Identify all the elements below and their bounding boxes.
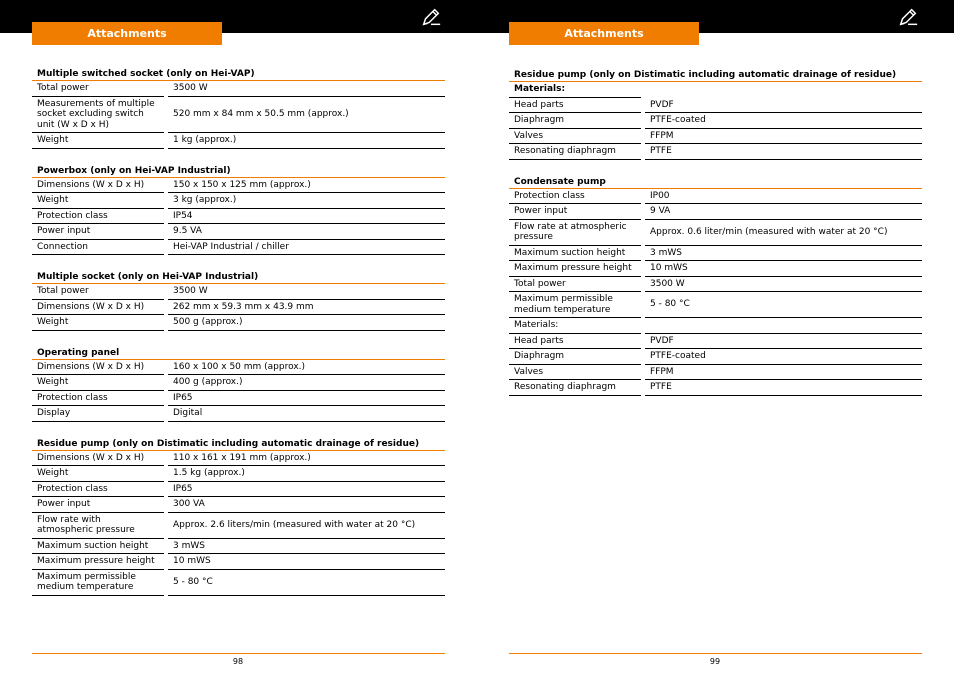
- page-number-left: 98: [232, 657, 244, 666]
- spec-value: IP00: [645, 189, 922, 205]
- table-row: [509, 318, 922, 334]
- spec-label: Measurements of multiple socket excluding switch unit (W x D x H): [32, 97, 164, 134]
- spec-value: 1 kg (approx.): [168, 133, 445, 149]
- table-row: [32, 497, 445, 513]
- table-row: [509, 277, 922, 293]
- spec-label: Maximum pressure height: [509, 261, 641, 277]
- spec-label: Maximum suction height: [509, 246, 641, 262]
- spec-value: 150 x 150 x 125 mm (approx.): [168, 178, 445, 194]
- spec-label: Flow rate at atmospheric pressure: [509, 220, 641, 246]
- spec-label: Weight: [32, 466, 164, 482]
- table-row: [509, 144, 922, 160]
- spec-label: Total power: [32, 81, 164, 97]
- spec-label: Total power: [32, 284, 164, 300]
- left-page-content: [32, 69, 445, 613]
- table-row: [509, 113, 922, 129]
- table-row: [509, 365, 922, 381]
- spec-label: Protection class: [32, 209, 164, 225]
- spec-value: 500 g (approx.): [168, 315, 445, 331]
- spec-label: Weight: [32, 193, 164, 209]
- spec-value: 3500 W: [168, 81, 445, 97]
- spec-label: Resonating diaphragm: [509, 144, 641, 160]
- spec-value: 110 x 161 x 191 mm (approx.): [168, 451, 445, 467]
- spec-value: [645, 318, 922, 334]
- footer-line-left: [32, 653, 445, 654]
- spec-label: Dimensions (W x D x H): [32, 178, 164, 194]
- table-row: [32, 451, 445, 467]
- table-row: [32, 391, 445, 407]
- spec-label: Diaphragm: [509, 349, 641, 365]
- spec-label: Head parts: [509, 334, 641, 350]
- spec-label: Diaphragm: [509, 113, 641, 129]
- table-row: [32, 284, 445, 300]
- spec-label: Flow rate with atmospheric pressure: [32, 513, 164, 539]
- table-row: [32, 300, 445, 316]
- spec-value: Digital: [168, 406, 445, 422]
- spec-label: Power input: [32, 497, 164, 513]
- spec-value: 300 VA: [168, 497, 445, 513]
- spec-label: Protection class: [32, 391, 164, 407]
- spec-value: PTFE-coated: [645, 349, 922, 365]
- table-row: [32, 375, 445, 391]
- table-row: [32, 360, 445, 376]
- spec-label: Protection class: [32, 482, 164, 498]
- spec-value: FFPM: [645, 365, 922, 381]
- table-row: [509, 129, 922, 145]
- spec-label: Dimensions (W x D x H): [32, 300, 164, 316]
- table-row: [32, 97, 445, 134]
- spec-value: IP65: [168, 482, 445, 498]
- spec-label: Maximum suction height: [32, 539, 164, 555]
- table-row: [32, 554, 445, 570]
- spec-value: IP54: [168, 209, 445, 225]
- page-number-right: 99: [709, 657, 721, 666]
- spec-section: [32, 166, 445, 256]
- spec-value: 3500 W: [645, 277, 922, 293]
- table-row: [509, 349, 922, 365]
- table-row: [509, 380, 922, 396]
- spec-value: PVDF: [645, 334, 922, 350]
- right-page-content: [509, 70, 922, 413]
- table-row: [509, 204, 922, 220]
- spec-label: Maximum permissible medium temperature: [509, 292, 641, 318]
- table-row: [32, 406, 445, 422]
- spec-value: FFPM: [645, 129, 922, 145]
- table-row: [509, 220, 922, 246]
- spec-value: 5 - 80 °C: [645, 292, 922, 318]
- spec-label: Dimensions (W x D x H): [32, 360, 164, 376]
- section-title: Residue pump (only on Distimatic including automatic drainage of residue): [32, 439, 445, 451]
- spec-value: 400 g (approx.): [168, 375, 445, 391]
- table-row: [32, 570, 445, 596]
- table-row: [509, 189, 922, 205]
- spec-value: Approx. 2.6 liters/min (measured with water at 20 °C): [168, 513, 445, 539]
- spec-value: 3500 W: [168, 284, 445, 300]
- spec-label: Materials:: [509, 318, 641, 334]
- edit-icon: [420, 6, 442, 28]
- table-row: [509, 292, 922, 318]
- spec-label: Display: [32, 406, 164, 422]
- spec-value: 10 mWS: [645, 261, 922, 277]
- section-title: Operating panel: [32, 348, 445, 360]
- spec-value: 262 mm x 59.3 mm x 43.9 mm: [168, 300, 445, 316]
- spec-value: Approx. 0.6 liter/min (measured with water at 20 °C): [645, 220, 922, 246]
- section-title: Powerbox (only on Hei-VAP Industrial): [32, 166, 445, 178]
- table-row: [32, 315, 445, 331]
- table-row: [509, 261, 922, 277]
- spec-value: 1.5 kg (approx.): [168, 466, 445, 482]
- tab-attachments-left: Attachments: [32, 22, 222, 45]
- spec-value: Hei-VAP Industrial / chiller: [168, 240, 445, 256]
- table-row: [509, 98, 922, 114]
- spec-label: Weight: [32, 375, 164, 391]
- table-row: [509, 334, 922, 350]
- spec-section: [32, 348, 445, 422]
- spec-value: IP65: [168, 391, 445, 407]
- table-row: [32, 466, 445, 482]
- table-row: [32, 81, 445, 97]
- table-row: [509, 82, 922, 98]
- spec-label: Maximum pressure height: [32, 554, 164, 570]
- section-title: Multiple socket (only on Hei-VAP Industrial): [32, 272, 445, 284]
- table-row: [32, 224, 445, 240]
- table-row: [32, 539, 445, 555]
- materials-subtitle: Materials:: [509, 82, 641, 98]
- table-row: [32, 513, 445, 539]
- spec-label: Head parts: [509, 98, 641, 114]
- spec-section: [509, 70, 922, 160]
- spec-label: Valves: [509, 365, 641, 381]
- spec-value: 3 kg (approx.): [168, 193, 445, 209]
- spec-label: Protection class: [509, 189, 641, 205]
- spec-value: 9 VA: [645, 204, 922, 220]
- spec-value: 10 mWS: [168, 554, 445, 570]
- spec-value: 3 mWS: [645, 246, 922, 262]
- spec-section: [32, 272, 445, 331]
- spec-label: Weight: [32, 133, 164, 149]
- spec-label: Weight: [32, 315, 164, 331]
- spec-value: PTFE: [645, 144, 922, 160]
- tab-attachments-right: Attachments: [509, 22, 699, 45]
- table-row: [32, 133, 445, 149]
- footer-line-right: [509, 653, 922, 654]
- spec-section: [32, 69, 445, 149]
- section-title: Multiple switched socket (only on Hei-VAP): [32, 69, 445, 81]
- spec-label: Dimensions (W x D x H): [32, 451, 164, 467]
- table-row: [32, 178, 445, 194]
- spec-value: 160 x 100 x 50 mm (approx.): [168, 360, 445, 376]
- section-title: Condensate pump: [509, 177, 922, 189]
- table-row: [32, 240, 445, 256]
- spec-value: PTFE-coated: [645, 113, 922, 129]
- table-row: [32, 209, 445, 225]
- spec-label: Resonating diaphragm: [509, 380, 641, 396]
- spec-value: 3 mWS: [168, 539, 445, 555]
- spec-value: 9.5 VA: [168, 224, 445, 240]
- table-row: [509, 246, 922, 262]
- spec-label: Total power: [509, 277, 641, 293]
- spec-label: Power input: [32, 224, 164, 240]
- spec-label: Power input: [509, 204, 641, 220]
- edit-icon: [897, 6, 919, 28]
- section-title: Residue pump (only on Distimatic including automatic drainage of residue): [509, 70, 922, 82]
- spec-section: [509, 177, 922, 396]
- spec-label: Maximum permissible medium temperature: [32, 570, 164, 596]
- spec-section: [32, 439, 445, 596]
- table-row: [32, 193, 445, 209]
- table-row: [32, 482, 445, 498]
- spec-value: PTFE: [645, 380, 922, 396]
- spec-value: 520 mm x 84 mm x 50.5 mm (approx.): [168, 97, 445, 134]
- spec-label: Connection: [32, 240, 164, 256]
- spec-value: 5 - 80 °C: [168, 570, 445, 596]
- spec-value: PVDF: [645, 98, 922, 114]
- spec-label: Valves: [509, 129, 641, 145]
